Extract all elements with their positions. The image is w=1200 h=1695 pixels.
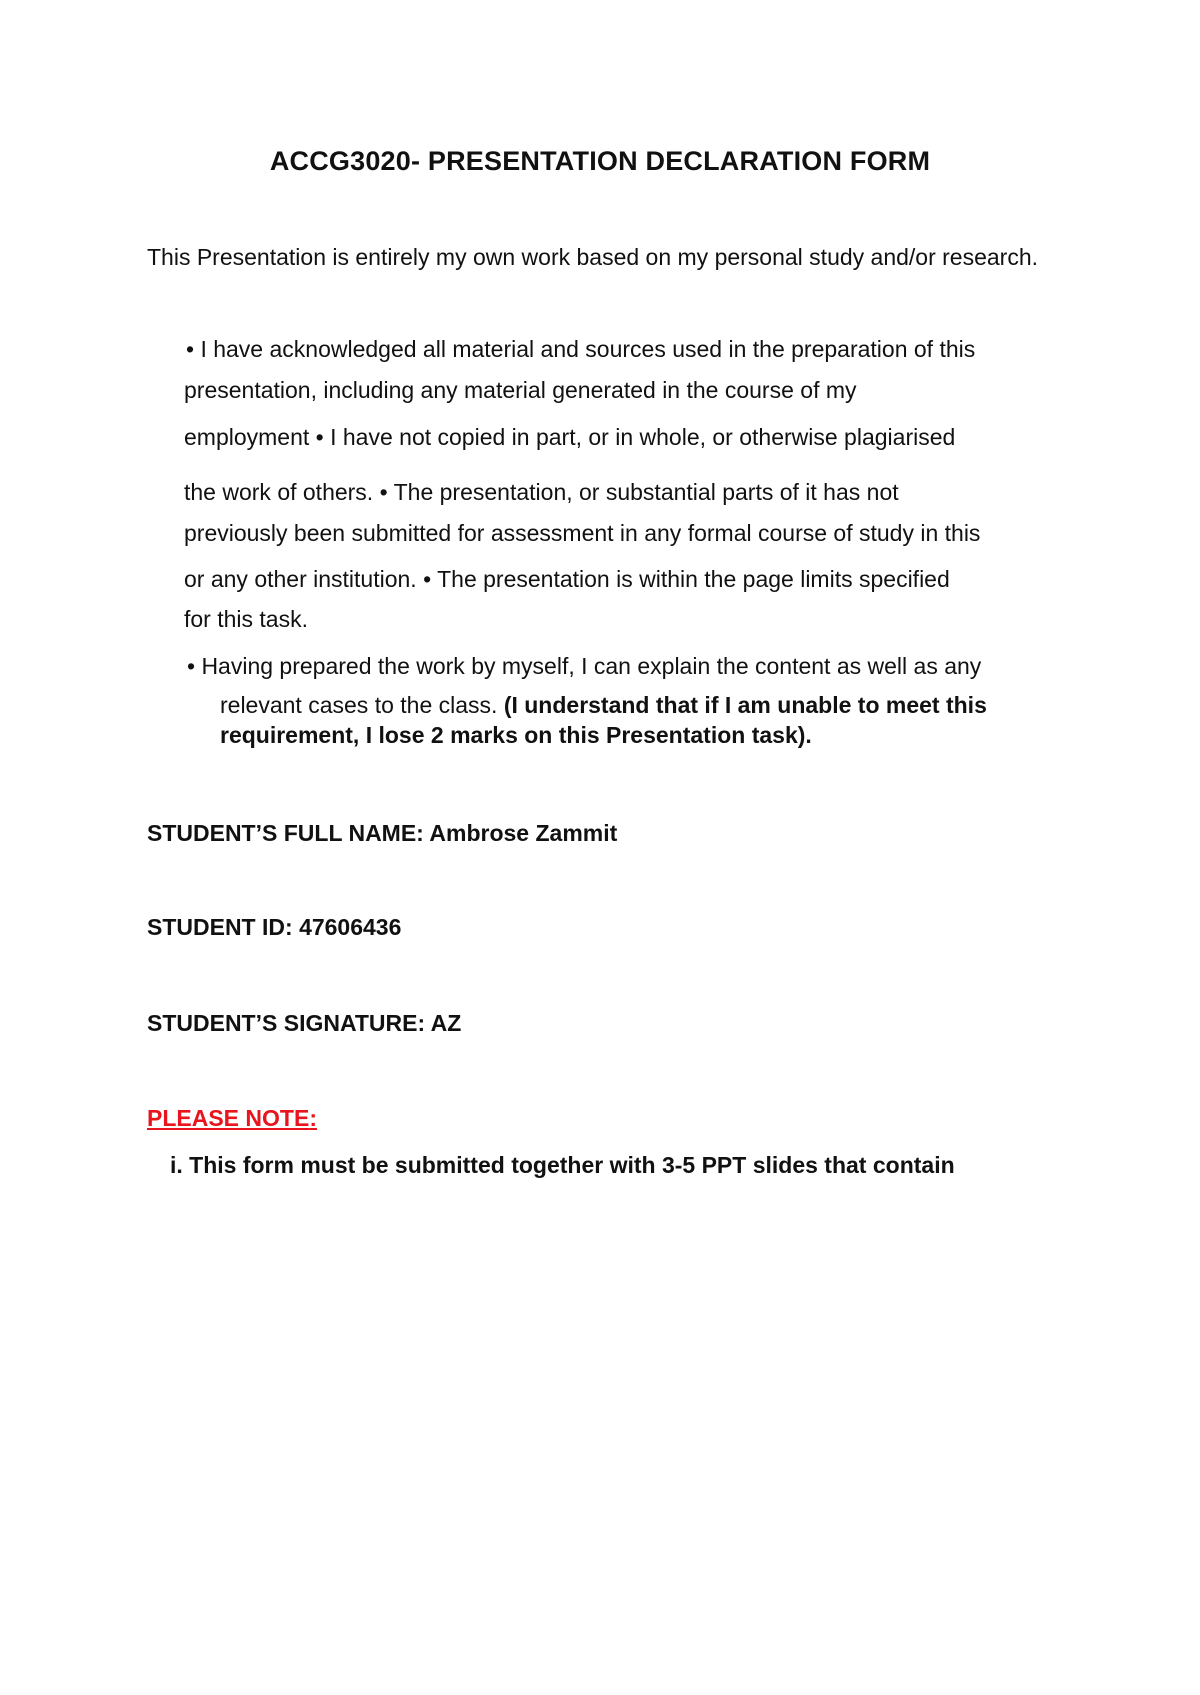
please-note-colon: :: [309, 1105, 317, 1131]
form-title: ACCG3020- PRESENTATION DECLARATION FORM: [269, 146, 931, 176]
student-id-label: STUDENT ID:: [147, 914, 300, 940]
signature-field: [147, 1010, 461, 1037]
please-note-text: PLEASE NOTE: [147, 1105, 310, 1131]
signature-label: STUDENT’S SIGNATURE:: [147, 1010, 431, 1036]
declaration-line-9-text: relevant cases to the class.: [220, 692, 504, 718]
student-id-value: 47606436: [299, 914, 402, 940]
declaration-line-7: for this task.: [184, 606, 308, 632]
declaration-bold-1: (I understand that if I am unable to meet this: [503, 692, 987, 718]
please-note-heading: [147, 1105, 317, 1132]
declaration-line-4: the work of others. • The presentation, or substantial parts of it has not: [184, 479, 899, 505]
declaration-line-6: or any other institution. • The presentation is within the page limits specified: [184, 566, 950, 592]
signature-value: AZ: [430, 1010, 462, 1036]
declaration-bold-2: requirement, I lose 2 marks on this Presentation task).: [220, 722, 812, 748]
declaration-line-8: • Having prepared the work by myself, I can explain the content as well as any: [187, 653, 982, 679]
student-name-field: [147, 820, 617, 847]
declaration-line-2: presentation, including any material generated in the course of my: [184, 377, 857, 403]
declaration-line-9: [220, 692, 987, 719]
student-name-label: STUDENT’S FULL NAME:: [147, 820, 430, 846]
declaration-line-1: • I have acknowledged all material and sources used in the preparation of this: [186, 336, 976, 362]
note-item-1: i. This form must be submitted together with 3-5 PPT slides that contain: [170, 1152, 955, 1178]
declaration-line-5: previously been submitted for assessment in any formal course of study in this: [184, 520, 981, 546]
declaration-line-3: employment • I have not copied in part, or in whole, or otherwise plagiarised: [184, 424, 956, 450]
student-name-value: Ambrose Zammit: [429, 820, 618, 846]
intro-paragraph: This Presentation is entirely my own work based on my personal study and/or research.: [147, 244, 1039, 270]
student-id-field: [147, 914, 401, 941]
